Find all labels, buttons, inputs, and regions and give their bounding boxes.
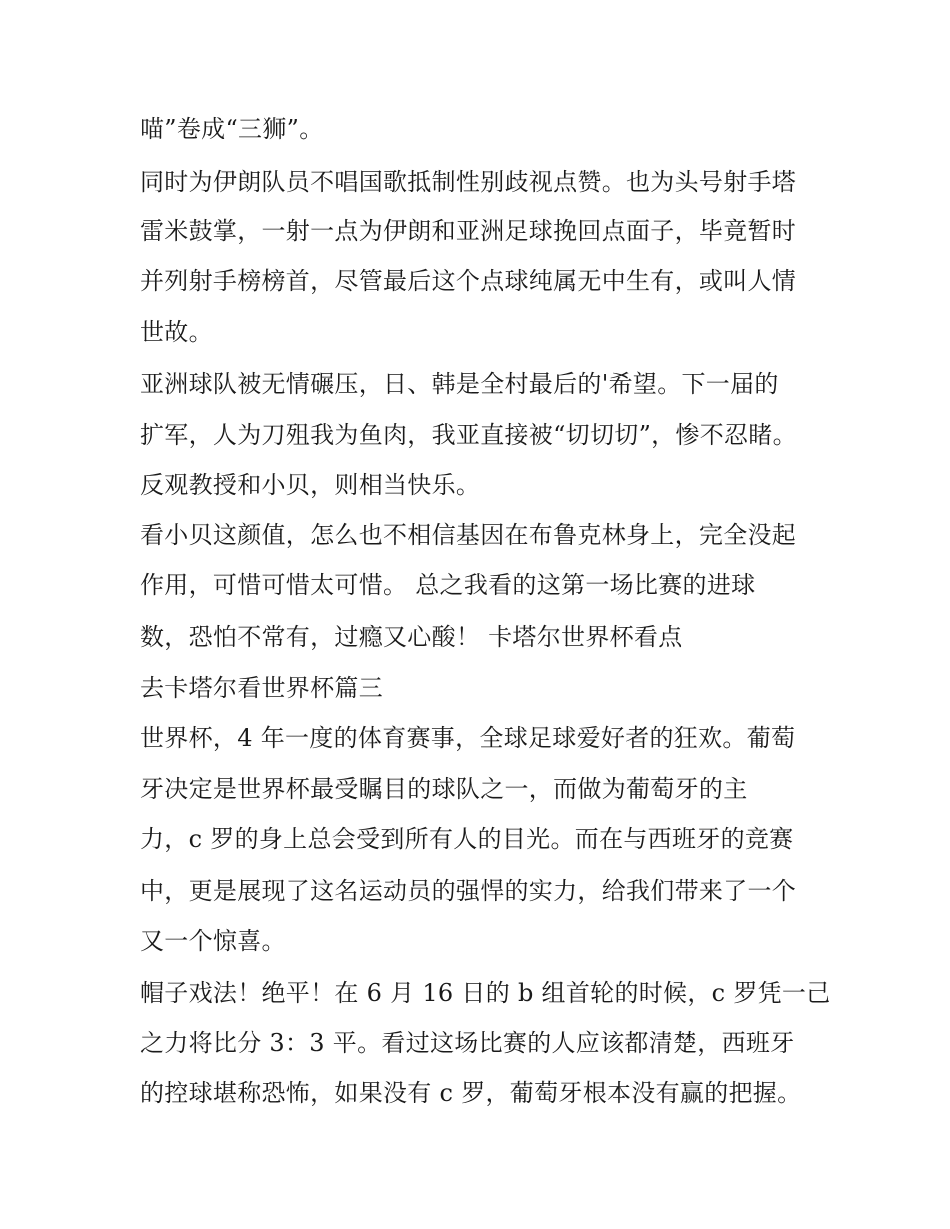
text-line: 反观教授和小贝，则相当快乐。 — [140, 471, 481, 499]
text-line: 世故。 — [140, 318, 213, 346]
text-line: 之力将比分 3：3 平。看过这场比赛的人应该都清楚，西班牙 — [140, 1029, 795, 1057]
text-line: 作用，可惜可惜太可惜。 总之我看的这第一场比赛的进球 — [140, 571, 756, 599]
text-line: 雷米鼓掌，一射一点为伊朗和亚洲足球挽回点面子，毕竟暂时 — [140, 217, 797, 245]
text-line: 中，更是展现了这名运动员的强悍的实力，给我们带来了一个 — [140, 877, 797, 905]
text-line: 帽子戏法！绝平！在 6 月 16 日的 b 组首轮的时候，c 罗凭一己 — [140, 979, 831, 1007]
text-line: 亚洲球队被无情碾压，日、韩是全村最后的'希望。下一届的 — [140, 370, 779, 398]
text-line: 并列射手榜榜首，尽管最后这个点球纯属无中生有，或叫人情 — [140, 267, 797, 295]
text-line: 世界杯，4 年一度的体育赛事，全球足球爱好者的狂欢。葡萄 — [140, 724, 796, 752]
text-line: 喵”卷成“三狮”。 — [140, 115, 324, 143]
text-line: 看小贝这颜值，怎么也不相信基因在布鲁克林身上，完全没起 — [140, 521, 797, 549]
text-line: 力，c 罗的身上总会受到所有人的目光。而在与西班牙的竞赛 — [140, 825, 794, 853]
text-line: 牙决定是世界杯最受瞩目的球队之一，而做为葡萄牙的主 — [140, 775, 748, 803]
text-line: 又一个惊喜。 — [140, 927, 286, 955]
text-line: 的控球堪称恐怖，如果没有 c 罗，葡萄牙根本没有赢的把握。 — [140, 1079, 802, 1107]
section-heading: 去卡塔尔看世界杯篇三 — [140, 674, 383, 702]
text-line: 扩军，人为刀殂我为鱼肉，我亚直接被“切切切”，惨不忍睹。 — [140, 421, 797, 449]
text-line: 同时为伊朗队员不唱国歌抵制性别歧视点赞。也为头号射手塔 — [140, 168, 797, 196]
text-line: 数，恐怕不常有，过瘾又心酸！ 卡塔尔世界杯看点 — [140, 623, 683, 651]
